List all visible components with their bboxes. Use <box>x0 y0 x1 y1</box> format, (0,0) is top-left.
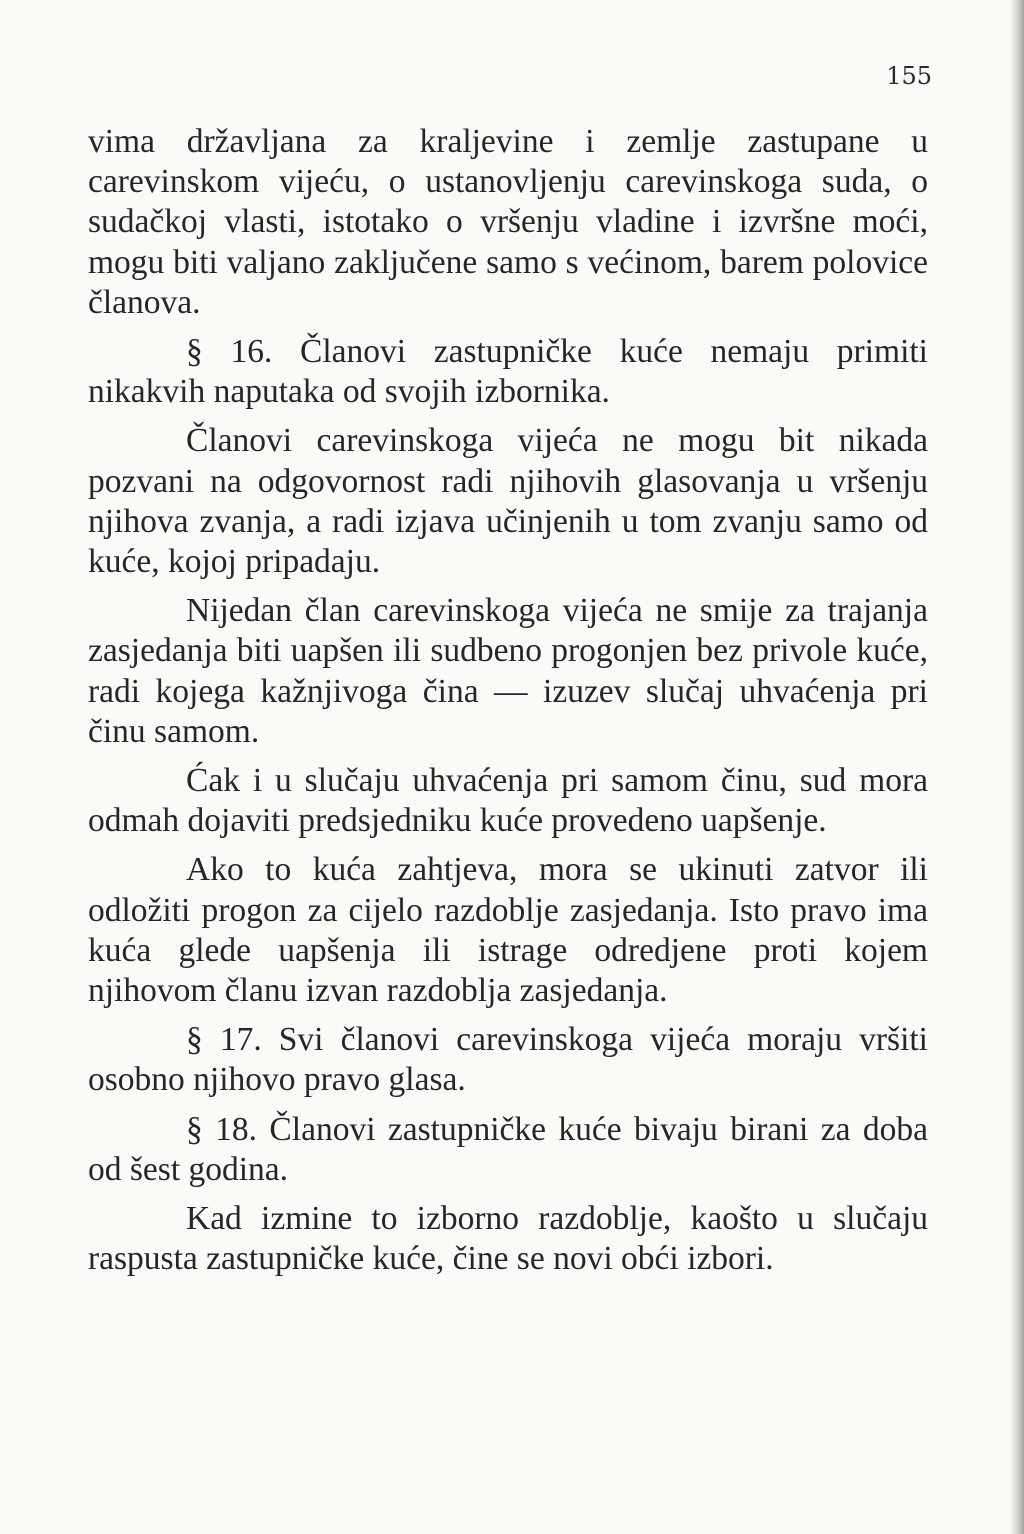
paragraph-section-16: § 16. Članovi zastupničke kuće nemaju primiti nikakvih naputaka od svojih izbornika. <box>88 333 928 411</box>
paragraph-caught-in-act: Ćak i u slučaju uhvaćenja pri samom činu, sud mora odmah dojaviti predsjedniku kuće provedeno uapšenje. <box>88 762 928 840</box>
paragraph-new-elections: Kad izmine to izborno razdoblje, kaošto u slučaju raspusta zastupničke kuće, čine se novi obći izbori. <box>88 1200 928 1278</box>
page-edge-shadow <box>1010 0 1024 1534</box>
body-text <box>88 122 928 1288</box>
paragraph-section-18: § 18. Članovi zastupničke kuće bivaju birani za doba od šest godina. <box>88 1110 928 1188</box>
paragraph-continuation: vima državljana za kraljevine i zemlje zastupane u carevinskom vijeću, o ustanovljenju carevinskoga suda, o sudačkoj vlasti, istotako o vršenju vladine i izvršne moći, mogu biti valjano zaključene samo s većinom, barem polovice članova. <box>88 123 928 321</box>
paragraph-arrest: Nijedan član carevinskoga vijeća ne smije za trajanja zasjedanja biti uapšen ili sudbeno progonjen bez privole kuće, radi kojega kažnjivoga čina — izuzev slučaj uhvaćenja pri činu samom. <box>88 592 928 750</box>
page-number: 155 <box>886 62 932 90</box>
paragraph-house-request: Ako to kuća zahtjeva, mora se ukinuti zatvor ili odložiti progon za cijelo razdoblje zasjedanja. Isto pravo ima kuća glede uapšenja ili istrage odredjene proti kojem njihovom članu izvan razdoblja zasjedanja. <box>88 851 928 1010</box>
paragraph-immunity: Članovi carevinskoga vijeća ne mogu bit nikada pozvani na odgovornost radi njihovih glasovanja u vršenju njihova zvanja, a radi izjava učinjenih u tom zvanju samo od kuće, kojoj pripadaju. <box>88 422 928 581</box>
paragraph-section-17: § 17. Svi članovi carevinskoga vijeća moraju vršiti osobno njihovo pravo glasa. <box>88 1021 928 1099</box>
